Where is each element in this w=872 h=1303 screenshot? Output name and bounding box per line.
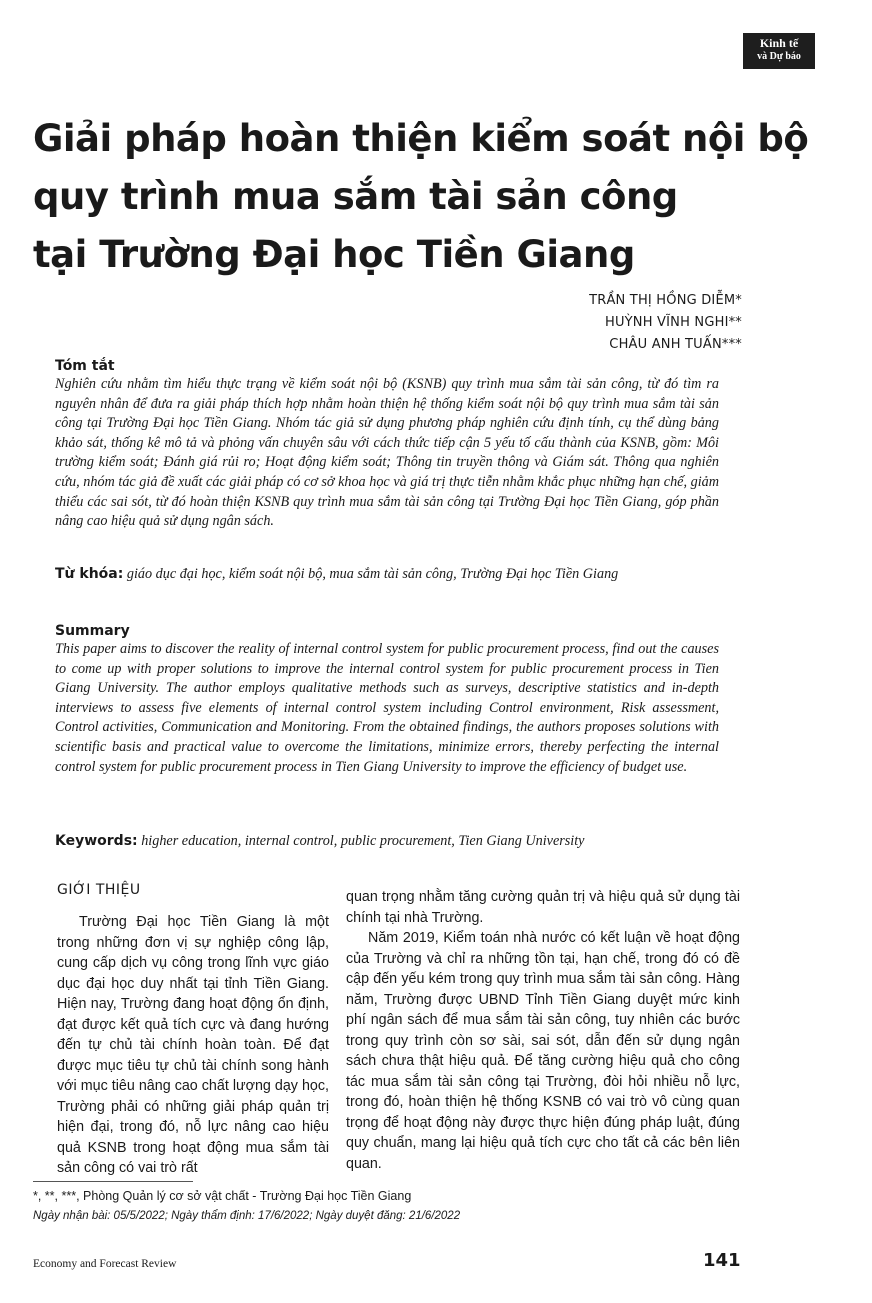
keywords-en-text: higher education, internal control, public procurement, Tien Giang University [141,833,585,849]
keywords-vi [55,565,719,585]
section-title: GIỚI THIỆU [57,882,141,898]
footnote-divider [33,1181,193,1182]
author-list [589,290,742,356]
page-number: 141 [703,1250,741,1271]
article-title [33,110,809,284]
keywords-en-label: Keywords: [55,833,138,849]
title-line-2: quy trình mua sắm tài sản công [33,175,678,218]
abstract-en [55,622,719,777]
abstract-vi-text: Nghiên cứu nhằm tìm hiểu thực trạng về kiểm soát nội bộ (KSNB) quy trình mua sắm tài sản công, từ đó tìm ra nguyên nhân để đưa ra giải pháp thích hợp nhằm hoàn thiện hệ thống kiểm soát nội bộ quy trình mua sắm tài sản công tại Trường Đại học Tiền Giang. Nhóm tác giả sử dụng phương pháp nghiên cứu định tính, cụ thể dùng bảng khảo sát, thống kê mô tả và phỏng vấn chuyên sâu với cách thức tiếp cận 5 yếu tố cấu thành của KSNB, gồm: Môi trường kiểm soát; Đánh giá rủi ro; Hoạt động kiểm soát; Thông tin truyền thông và Giám sát. Thông qua nghiên cứu, nhóm tác giả đề xuất các giải pháp có cơ sở khoa học và giá trị thực tiễn nhằm khắc phục những hạn chế, giảm thiểu các sai sót, từ đó hoàn thiện KSNB quy trình mua sắm tài sản công tại Trường Đại học Tiền Giang, góp phần nâng cao hiệu quả sử dụng ngân sách. [55,376,719,530]
keywords-en [55,832,719,852]
author-name: HUỲNH VĨNH NGHI** [604,315,742,330]
body-column-right [346,887,740,1174]
abstract-en-text: This paper aims to discover the reality of internal control system for public procurement process, find out the causes to come up with proper solutions to improve the internal control system for public procurement process in Tien Giang University. The author employs qualitative methods such as surveys, descriptive statistics and in-depth interviews to assess five elements of internal control system including Control environment, Risk assessment, Control activities, Communication and Monitoring. From the obtained findings, the authors proposes solutions with scientific basis and practical value to overcome the limitations, minimize errors, thereby perfecting the internal control system for public procurement process in Tien Giang University to improve the efficiency of budget use. [55,641,719,775]
body-paragraph: Năm 2019, Kiểm toán nhà nước có kết luận về hoạt động của Trường và chỉ ra những tồn tại, hạn chế, trong đó có đề cập đến yếu kém trong quy trình mua sắm tài sản công. Hàng năm, Trường được UBND Tỉnh Tiền Giang duyệt mức kinh phí ngân sách để mua sắm tài sản công, tuy nhiên các bước trong quy trình còn sơ sài, sai sót, dẫn đến sử dụng ngân sách chưa thật hiệu quả. Để tăng cường hiệu quả cho công tác mua sắm tài sản công tại Trường, đòi hỏi nhiều nỗ lực, trong đó, hoàn thiện hệ thống KSNB có vai trò vô cùng quan trọng để hoạt động này được thực hiện đúng pháp luật, đúng quy chuẩn, mang lại hiệu quả tích cực cho tất cả các bên liên quan. [346,930,740,1172]
body-paragraph-continued: quan trọng nhằm tăng cường quản trị và hiệu quả sử dụng tài chính tại nhà Trường. [346,889,740,926]
author-affiliation-footnote: *, **, ***, Phòng Quản lý cơ sở vật chất - Trường Đại học Tiền Giang [33,1189,412,1203]
author-name: CHÂU ANH TUẤN*** [609,337,742,352]
keywords-vi-text: giáo dục đại học, kiểm soát nội bộ, mua sắm tài sản công, Trường Đại học Tiền Giang [126,566,619,582]
abstract-vi [55,357,719,532]
keywords-vi-label: Từ khóa: [55,566,124,582]
body-column-left [57,880,329,1179]
abstract-en-heading: Summary [55,623,130,639]
author-name: TRẦN THỊ HỒNG DIỄM* [589,293,742,308]
submission-dates: Ngày nhận bài: 05/5/2022; Ngày thẩm định: 17/6/2022; Ngày duyệt đăng: 21/6/2022 [33,1210,461,1222]
body-paragraph: Trường Đại học Tiền Giang là một trong những đơn vị sự nghiệp công lập, cung cấp dịch vụ công trong lĩnh vực giáo dục đại học duy nhất tại tỉnh Tiền Giang. Hiện nay, Trường đang hoạt động ổn định, đạt được kết quả tích cực và đang hướng đến tự chủ tài chính hoàn toàn. Để đạt được mục tiêu tự chủ tài chính song hành với mục tiêu nâng cao chất lượng dạy học, Trường phải có những giải pháp quản trị hiện đại, trong đó, nỗ lực nâng cao hiệu quả KSNB trong hoạt động mua sắm tài sản công có vai trò rất [57,914,329,1176]
abstract-vi-heading: Tóm tắt [55,358,115,374]
journal-badge [743,33,815,69]
badge-line-2: và Dự báo [757,51,801,62]
title-line-1: Giải pháp hoàn thiện kiểm soát nội bộ [33,117,809,160]
journal-name: Economy and Forecast Review [33,1258,177,1270]
badge-line-1: Kinh tế [759,36,799,50]
title-line-3: tại Trường Đại học Tiền Giang [33,233,635,276]
